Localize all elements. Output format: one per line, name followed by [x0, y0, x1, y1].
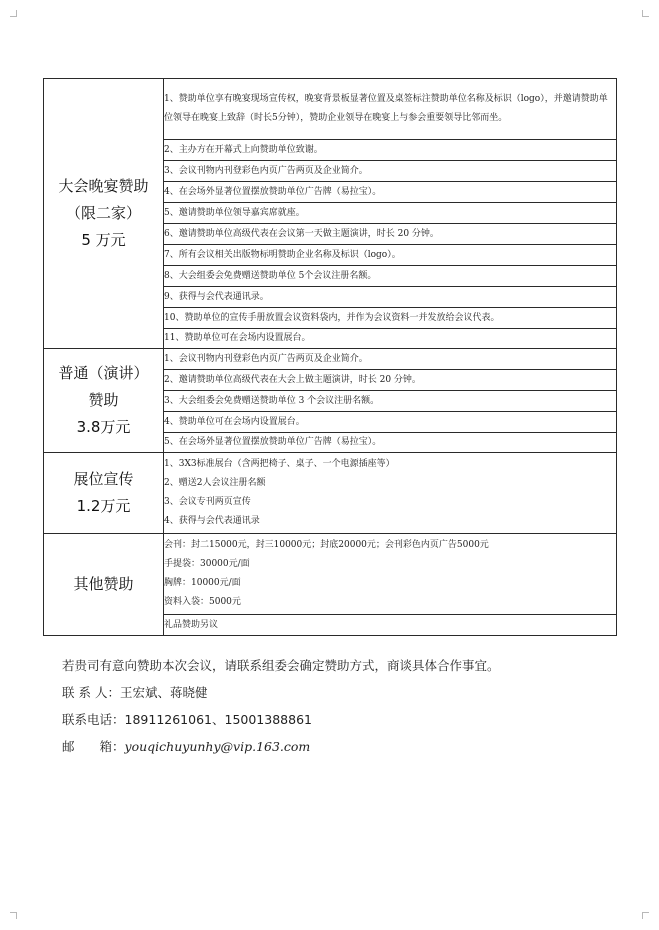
category-price: 3.8万元 — [76, 418, 131, 436]
benefit-item: 7、所有会议相关出版物标明赞助企业名称及标识（logo）。 — [164, 245, 617, 266]
benefit-item: 4、在会场外显著位置摆放赞助单位广告牌（易拉宝）。 — [164, 182, 617, 203]
benefit-item: 资料入袋：5000元 — [164, 597, 241, 607]
benefit-item: 胸牌：10000元/面 — [164, 578, 241, 588]
sponsorship-table — [43, 78, 617, 636]
table-row — [44, 79, 617, 140]
benefit-list — [164, 453, 617, 534]
benefit-item: 5、在会场外显著位置摆放赞助单位广告牌（易拉宝）。 — [164, 433, 617, 453]
benefit-item: 8、大会组委会免费赠送赞助单位 5个会议注册名额。 — [164, 266, 617, 287]
category-cell-speech — [44, 349, 164, 453]
benefit-item: 9、获得与会代表通讯录。 — [164, 287, 617, 308]
contact-phone-line — [62, 706, 642, 733]
contact-intro: 若贵司有意向赞助本次会议，请联系组委会确定赞助方式，商谈具体合作事宜。 — [62, 658, 500, 673]
contact-person-line — [62, 679, 642, 706]
benefit-item: 4、获得与会代表通讯录 — [164, 516, 260, 526]
benefit-list — [164, 534, 617, 615]
benefit-item: 1、3X3标准展台（含两把椅子、桌子、一个电源插座等） — [164, 459, 395, 469]
category-price: 5 万元 — [81, 231, 126, 249]
contact-email-line — [62, 733, 642, 760]
benefit-item: 5、邀请赞助单位领导嘉宾席就座。 — [164, 203, 617, 224]
category-cell-booth — [44, 453, 164, 534]
contact-phone: 18911261061、15001388861 — [124, 712, 312, 727]
benefit-item: 4、赞助单位可在会场内设置展台。 — [164, 412, 617, 433]
contact-person-label: 联 系 人： — [62, 685, 120, 700]
table-row — [44, 453, 617, 534]
contact-phone-label: 联系电话： — [62, 712, 125, 727]
benefit-item: 会刊：封二15000元，封三10000元；封底20000元；会刊彩色内页广告5000元 — [164, 540, 489, 550]
crop-mark-top-left — [10, 10, 17, 17]
category-title: 展位宣传 — [73, 470, 134, 488]
table-row — [44, 534, 617, 615]
category-subtitle: 赞助 — [88, 391, 119, 409]
crop-mark-bottom-right — [642, 912, 649, 919]
benefit-item: 2、赠送2人会议注册名额 — [164, 478, 266, 488]
benefit-item: 1、赞助单位享有晚宴现场宣传权，晚宴背景板显著位置及桌签标注赞助单位名称及标识（logo），并邀请赞助单位领导在晚宴上致辞（时长5分钟），赞助企业领导在晚宴上与参会重要领导比邻而坐。 — [164, 79, 617, 140]
contact-block — [62, 652, 642, 760]
crop-mark-bottom-left — [10, 912, 17, 919]
category-title: 其他赞助 — [73, 575, 134, 593]
table-row — [44, 349, 617, 370]
category-cell-banquet — [44, 79, 164, 349]
contact-email-label: 邮 箱： — [62, 739, 125, 754]
contact-person: 王宏斌、蒋晓健 — [119, 685, 208, 700]
benefit-item: 10、赞助单位的宣传手册放置会议资料袋内，并作为会议资料一并发放给会议代表。 — [164, 308, 617, 329]
contact-email-link[interactable]: youqichuyunhy@vip.163.com — [124, 739, 311, 754]
category-cell-other — [44, 534, 164, 636]
benefit-item: 手提袋：30000元/面 — [164, 559, 250, 569]
benefit-item: 3、会议专刊两页宣传 — [164, 497, 251, 507]
benefit-item: 礼品赞助另议 — [164, 615, 617, 636]
benefit-item: 11、赞助单位可在会场内设置展台。 — [164, 329, 617, 349]
benefit-item: 6、邀请赞助单位高级代表在会议第一天做主题演讲，时长 20 分钟。 — [164, 224, 617, 245]
category-limit: （限二家） — [65, 204, 141, 222]
benefit-item: 3、会议刊物内刊登彩色内页广告两页及企业简介。 — [164, 161, 617, 182]
category-title: 普通（演讲） — [58, 364, 149, 382]
crop-mark-top-right — [642, 10, 649, 17]
benefit-item: 3、大会组委会免费赠送赞助单位 3 个会议注册名额。 — [164, 391, 617, 412]
category-price: 1.2万元 — [76, 497, 131, 515]
benefit-item: 2、主办方在开幕式上向赞助单位致谢。 — [164, 140, 617, 161]
category-title: 大会晚宴赞助 — [58, 177, 149, 195]
benefit-item: 2、邀请赞助单位高级代表在大会上做主题演讲，时长 20 分钟。 — [164, 370, 617, 391]
benefit-item: 1、会议刊物内刊登彩色内页广告两页及企业简介。 — [164, 349, 617, 370]
